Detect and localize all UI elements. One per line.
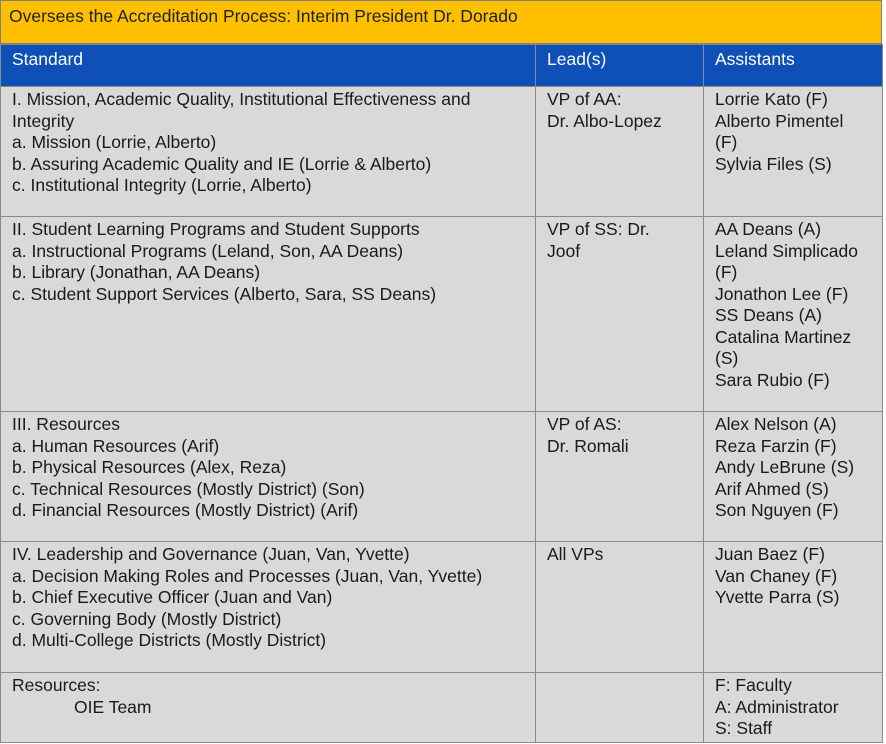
standard-line: IV. Leadership and Governance (Juan, Van, Yvette) [12, 544, 410, 564]
assistant-line: Catalina Martinez [715, 326, 852, 347]
standard-line: c. Technical Resources (Mostly District) (Son) [12, 478, 365, 499]
page-title: Oversees the Accreditation Process: Interim President Dr. Dorado [0, 0, 882, 44]
assistant-line: Lorrie Kato (F) [715, 89, 828, 109]
column-header-leads: Lead(s) [536, 45, 704, 87]
assistant-line: Arif Ahmed (S) [715, 478, 829, 499]
assistant-line: Andy LeBrune (S) [715, 457, 855, 477]
assistants-cell [704, 87, 883, 217]
lead-cell [536, 87, 704, 217]
standard-line: b. Library (Jonathan, AA Deans) [12, 262, 261, 282]
table-row [1, 87, 883, 217]
assistants-cell [704, 542, 883, 673]
column-header-assistants: Assistants [704, 45, 883, 87]
assistants-cell [704, 217, 883, 412]
assistant-line: (F) [715, 132, 738, 152]
lead-line: All VPs [547, 544, 604, 564]
assistant-line: Reza Farzin (F) [715, 435, 837, 456]
standard-line: a. Decision Making Roles and Processes (Juan, Van, Yvette) [12, 565, 483, 586]
standard-cell [1, 217, 536, 412]
assistant-line: Juan Baez (F) [715, 544, 825, 564]
resources-label: Resources: [12, 675, 101, 695]
assistant-line: Sara Rubio (F) [715, 369, 830, 390]
standard-line: d. Financial Resources (Mostly District) (Arif) [12, 500, 359, 520]
lead-cell [536, 217, 704, 412]
assistant-line: Alex Nelson (A) [715, 414, 837, 434]
column-header-standard: Standard [1, 45, 536, 87]
assistant-line: Alberto Pimentel [715, 110, 844, 131]
assistants-cell [704, 412, 883, 542]
lead-line: Dr. Romali [547, 435, 629, 456]
standard-line: d. Multi-College Districts (Mostly District) [12, 630, 327, 650]
legend-cell [704, 673, 883, 743]
assistant-line: Sylvia Files (S) [715, 153, 832, 174]
lead-cell [536, 542, 704, 673]
lead-line: VP of AA: [547, 89, 622, 109]
standard-cell [1, 87, 536, 217]
standard-line: a. Mission (Lorrie, Alberto) [12, 132, 217, 152]
lead-line: VP of AS: [547, 414, 622, 434]
standard-line: a. Instructional Programs (Leland, Son, AA Deans) [12, 240, 404, 261]
assistant-line: Jonathon Lee (F) [715, 283, 849, 304]
resources-item: OIE Team [74, 696, 152, 717]
assistant-line: Van Chaney (F) [715, 565, 838, 586]
assistant-line: Son Nguyen (F) [715, 500, 839, 520]
standard-cell [1, 542, 536, 673]
assistant-line: SS Deans (A) [715, 305, 822, 325]
standard-line: c. Institutional Integrity (Lorrie, Alberto) [12, 175, 312, 195]
standard-line: a. Human Resources (Arif) [12, 435, 220, 456]
standard-line: b. Chief Executive Officer (Juan and Van) [12, 587, 333, 607]
assistant-line: (S) [715, 348, 739, 368]
lead-line: Dr. Albo-Lopez [547, 110, 662, 131]
standard-line: b. Assuring Academic Quality and IE (Lorrie & Alberto) [12, 153, 432, 174]
legend-line: A: Administrator [715, 696, 839, 717]
standard-line: II. Student Learning Programs and Student Supports [12, 219, 420, 239]
standard-line: c. Student Support Services (Alberto, Sara, SS Deans) [12, 283, 437, 304]
resources-cell [1, 673, 536, 743]
standard-line: I. Mission, Academic Quality, Institutional Effectiveness and [12, 89, 471, 109]
accreditation-table [0, 44, 883, 743]
table-row [1, 217, 883, 412]
assistant-line: Yvette Parra (S) [715, 587, 840, 607]
standard-line: Integrity [12, 110, 75, 131]
standard-line: b. Physical Resources (Alex, Reza) [12, 457, 287, 477]
standard-line: III. Resources [12, 414, 120, 434]
table-header-row [1, 45, 883, 87]
assistant-line: Leland Simplicado [715, 240, 859, 261]
lead-line: VP of SS: Dr. [547, 219, 650, 239]
legend-line: S: Staff [715, 718, 773, 738]
empty-cell [536, 673, 704, 743]
table-row [1, 542, 883, 673]
assistant-line: (F) [715, 262, 738, 282]
lead-cell [536, 412, 704, 542]
table-row [1, 412, 883, 542]
assistant-line: AA Deans (A) [715, 219, 822, 239]
legend-line: F: Faculty [715, 675, 792, 695]
standard-cell [1, 412, 536, 542]
lead-line: Joof [547, 240, 581, 261]
table-row-footer [1, 673, 883, 743]
standard-line: c. Governing Body (Mostly District) [12, 608, 282, 629]
